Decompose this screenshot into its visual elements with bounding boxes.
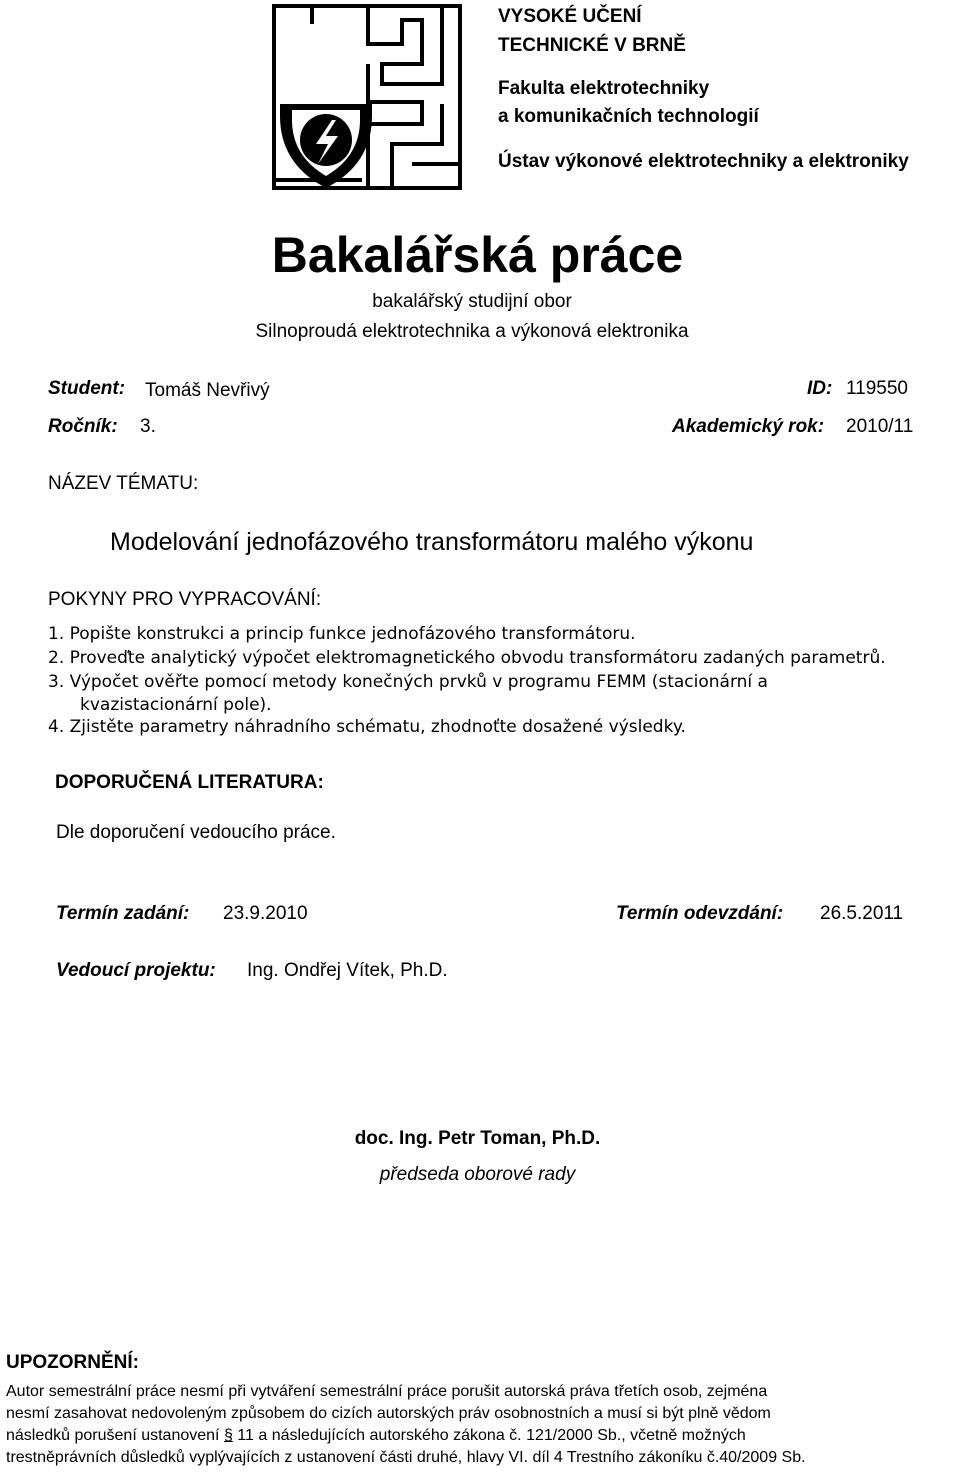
instruction-text: Zjistěte parametry náhradního schématu, zhodnoťte dosažené výsledky. (69, 717, 686, 737)
topic-title: Modelování jednofázového transformátoru malého výkonu (110, 528, 754, 556)
faculty-line1: Fakulta elektrotechniky (498, 78, 710, 99)
section-sign: § (223, 1427, 233, 1444)
instruction-item (48, 672, 768, 692)
notice-line-2: nesmí zasahovat nedovoleným způsobem do cizích autorských práv osobnostních a musí si být plně vědom (6, 1405, 771, 1422)
assigned-date-label: Termín zadání: (56, 903, 190, 924)
notice-line-3 (6, 1427, 746, 1445)
academic-year-value: 2010/11 (846, 416, 914, 437)
instruction-number: 4. (48, 717, 65, 737)
study-program: bakalářský studijní obor (372, 291, 572, 312)
literature-text: Dle doporučení vedoucího práce. (56, 822, 336, 843)
student-name: Tomáš Nevřivý (145, 380, 270, 401)
instructions-label: POKYNY PRO VYPRACOVÁNÍ: (48, 589, 322, 610)
assigned-date-value: 23.9.2010 (223, 903, 308, 924)
year-label: Ročník: (48, 416, 118, 437)
year-value: 3. (140, 416, 156, 437)
instruction-item (48, 624, 636, 644)
instruction-text-continued: kvazistacionární pole). (80, 695, 272, 715)
instruction-text: Popište konstrukci a princip funkce jednofázového transformátoru. (69, 624, 636, 644)
document-title: Bakalářská práce (271, 227, 684, 283)
student-label: Student: (48, 378, 126, 399)
chair-name: doc. Ing. Petr Toman, Ph.D. (354, 1128, 601, 1149)
supervisor-name: Ing. Ondřej Vítek, Ph.D. (247, 960, 448, 981)
notice-label: UPOZORNĚNÍ: (6, 1352, 139, 1373)
notice-line-4: trestněprávních důsledků vyplývajících z ustanovení části druhé, hlavy VI. díl 4 Trestního zákoníku č.40/2009 Sb. (6, 1449, 806, 1466)
instruction-text: Výpočet ověřte pomocí metody konečných prvků v programu FEMM (stacionární a (69, 672, 768, 692)
notice-line-1: Autor semestrální práce nesmí při vytváření semestrální práce porušit autorská práva třetích osob, zejména (6, 1383, 768, 1400)
due-date-value: 26.5.2011 (820, 903, 904, 924)
notice-line-3-end: 11 a následujících autorského zákona č. 121/2000 Sb., včetně možných (232, 1427, 746, 1444)
institute-name: Ústav výkonové elektrotechniky a elektroniky (498, 151, 909, 172)
study-field: Silnoproudá elektrotechnika a výkonová elektronika (255, 321, 689, 342)
literature-label: DOPORUČENÁ LITERATURA: (55, 772, 324, 793)
due-date-label: Termín odevzdání: (616, 903, 784, 924)
instruction-number: 3. (48, 672, 65, 692)
university-name-line1: VYSOKÉ UČENÍ (498, 6, 642, 27)
academic-year-label: Akademický rok: (672, 416, 825, 437)
university-logo (272, 4, 462, 190)
id-label: ID: (807, 378, 833, 399)
student-id: 119550 (846, 378, 908, 399)
instruction-number: 2. (48, 648, 65, 668)
chair-role: předseda oborové rady (379, 1164, 576, 1185)
notice-line-3-start: následků porušení ustanovení (6, 1427, 224, 1444)
faculty-line2: a komunikačních technologií (498, 106, 759, 127)
topic-label: NÁZEV TÉMATU: (48, 473, 199, 494)
instruction-number: 1. (48, 624, 65, 644)
university-name-line2: TECHNICKÉ V BRNĚ (498, 35, 686, 56)
instruction-item (48, 648, 886, 668)
instruction-text: Proveďte analytický výpočet elektromagnetického obvodu transformátoru zadaných parametrů. (69, 648, 886, 668)
instruction-item (48, 717, 686, 737)
supervisor-label: Vedoucí projektu: (56, 960, 216, 981)
